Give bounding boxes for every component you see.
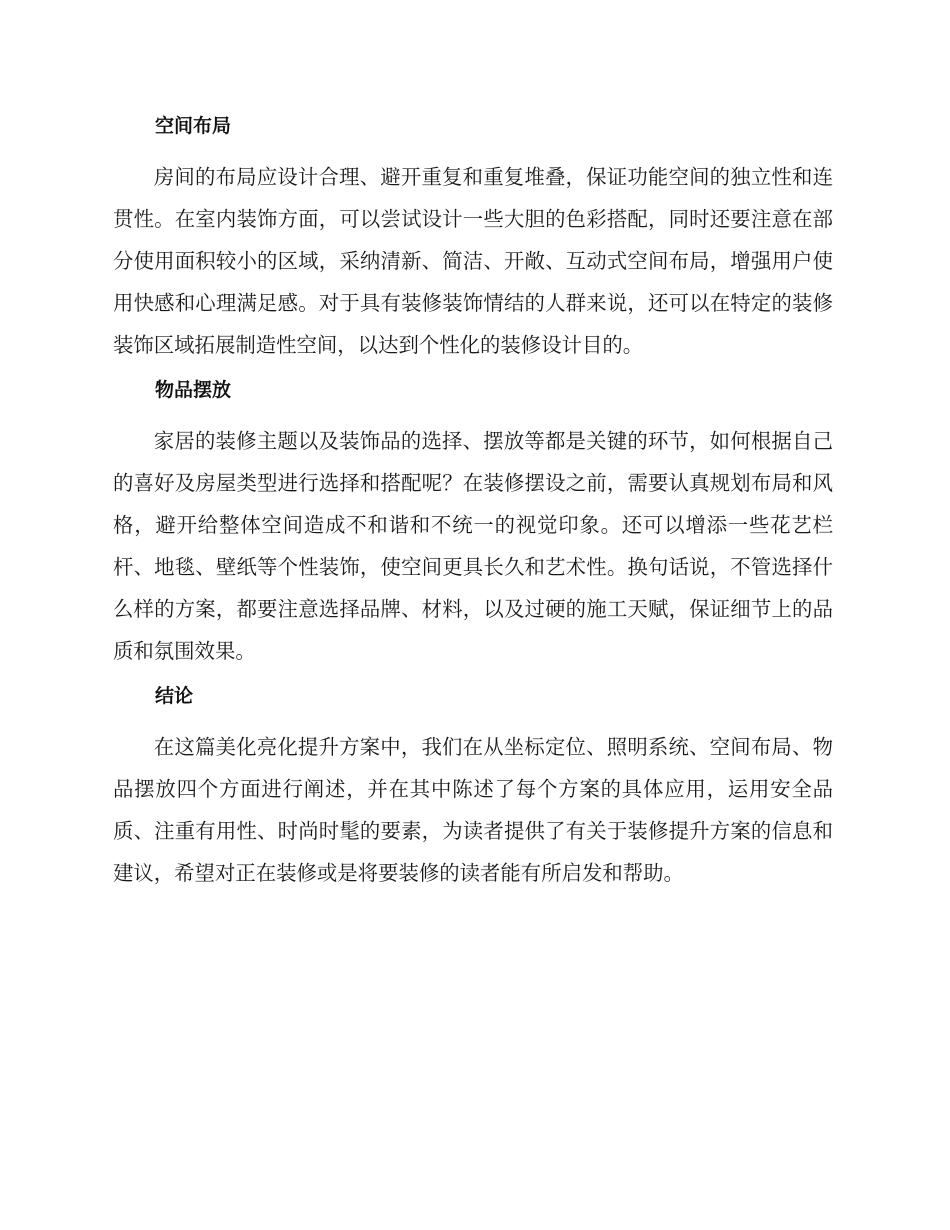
section-item-placement [113,374,833,672]
document-body [113,110,833,902]
section-heading: 空间布局 [155,115,232,137]
section-heading: 结论 [155,685,194,707]
section-heading: 物品摆放 [155,379,232,401]
section-space-layout [113,110,833,366]
section-paragraph: 在这篇美化亮化提升方案中，我们在从坐标定位、照明系统、空间布局、物品摆放四个方面进行阐述，并在其中陈述了每个方案的具体应用，运用安全品质、注重有用性、时尚时髦的要素，为读者提供了有关于装修提升方案的信息和建议，希望对正在装修或是将要装修的读者能有所启发和帮助。 [113,735,833,885]
section-conclusion [113,680,833,894]
section-paragraph: 房间的布局应设计合理、避开重复和重复堆叠，保证功能空间的独立性和连贯性。在室内装饰方面，可以尝试设计一些大胆的色彩搭配，同时还要注意在部分使用面积较小的区域，采纳清新、简洁、开敞、互动式空间布局，增强用户使用快感和心理满足感。对于具有装修装饰情结的人群来说，还可以在特定的装修装饰区域拓展制造性空间，以达到个性化的装修设计目的。 [113,165,833,357]
section-paragraph: 家居的装修主题以及装饰品的选择、摆放等都是关键的环节，如何根据自己的喜好及房屋类型进行选择和搭配呢？在装修摆设之前，需要认真规划布局和风格，避开给整体空间造成不和谐和不统一的视觉印象。还可以增添一些花艺栏杆、地毯、壁纸等个性装饰，使空间更具长久和艺术性。换句话说，不管选择什么样的方案，都要注意选择品牌、材料，以及过硬的施工天赋，保证细节上的品质和氛围效果。 [113,429,833,663]
